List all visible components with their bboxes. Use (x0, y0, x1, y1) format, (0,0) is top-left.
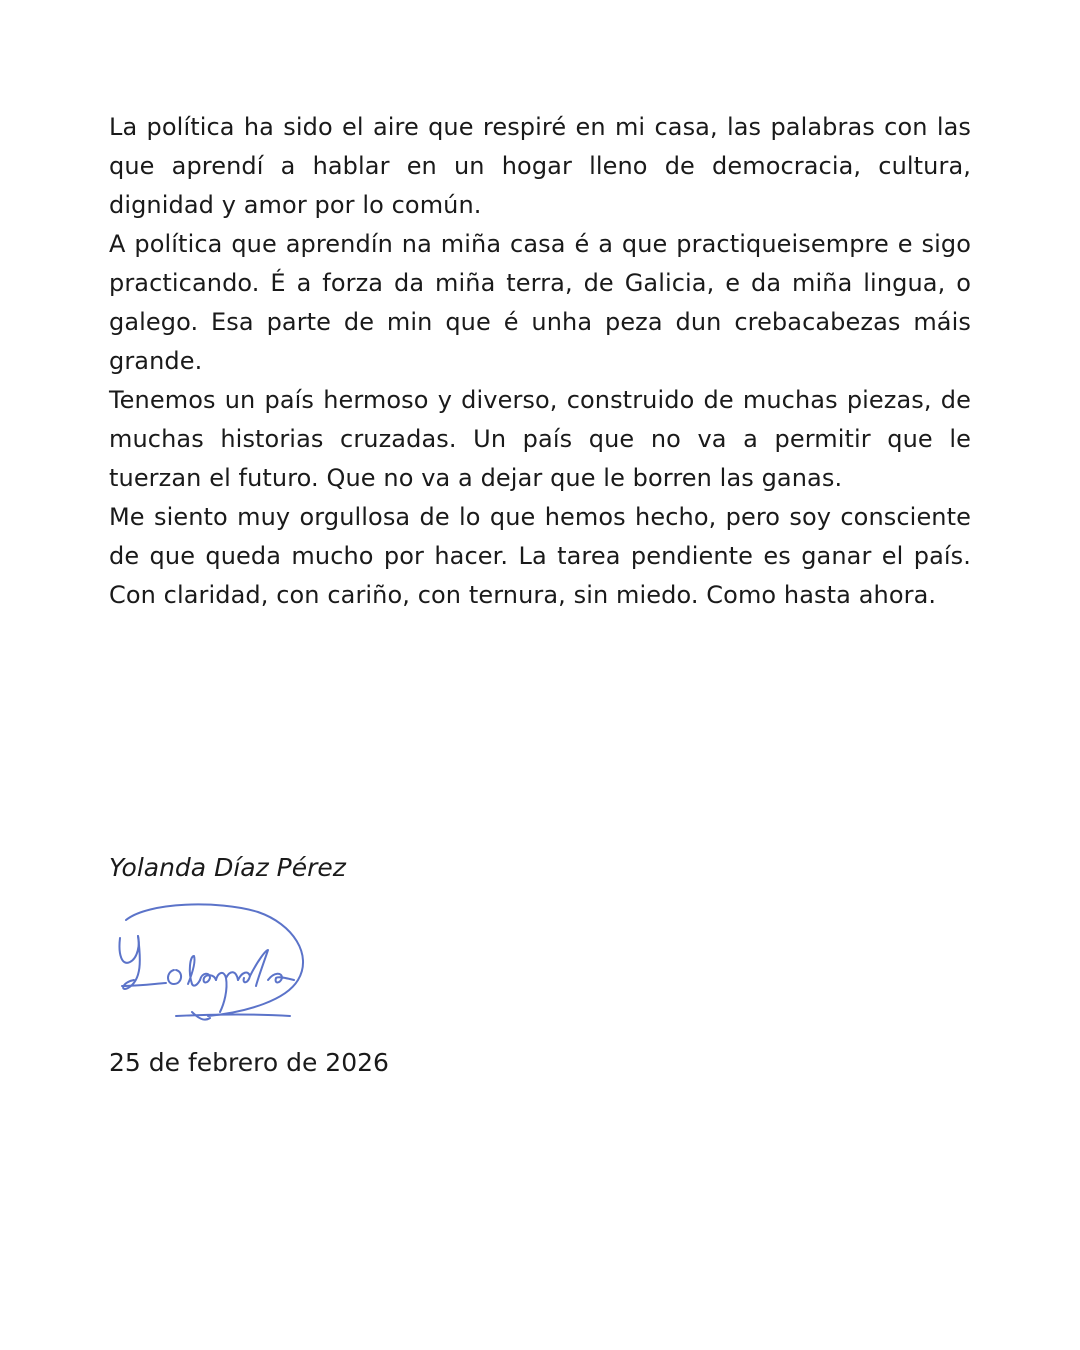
paragraph-4: Me siento muy orgullosa de lo que hemos hecho, pero soy consciente de que queda mucho por hacer. La tarea pendiente es ganar el país. Con claridad, con cariño, con ternura, sin miedo. Como hasta ahora. (109, 503, 971, 609)
paragraph-2: A política que aprendín na miña casa é a que practiqueisempre e sigo practicando. É a forza da miña terra, de Galicia, e da miña lingua, o galego. Esa parte de min que é unha peza dun crebacabezas máis grande. (109, 230, 971, 375)
letter-date: 25 de febrero de 2026 (109, 1048, 389, 1077)
handwritten-signature (108, 900, 318, 1030)
paragraph-3: Tenemos un país hermoso y diverso, construido de muchas piezas, de muchas historias cruzadas. Un país que no va a permitir que le tuerzan el futuro. Que no va a dejar que le borren las ganas. (109, 386, 971, 492)
paragraph-1: La política ha sido el aire que respiré en mi casa, las palabras con las que aprendí a hablar en un hogar lleno de democracia, cultura, dignidad y amor por lo común. (109, 113, 971, 219)
letter-body (109, 108, 971, 615)
author-name: Yolanda Díaz Pérez (109, 853, 346, 882)
